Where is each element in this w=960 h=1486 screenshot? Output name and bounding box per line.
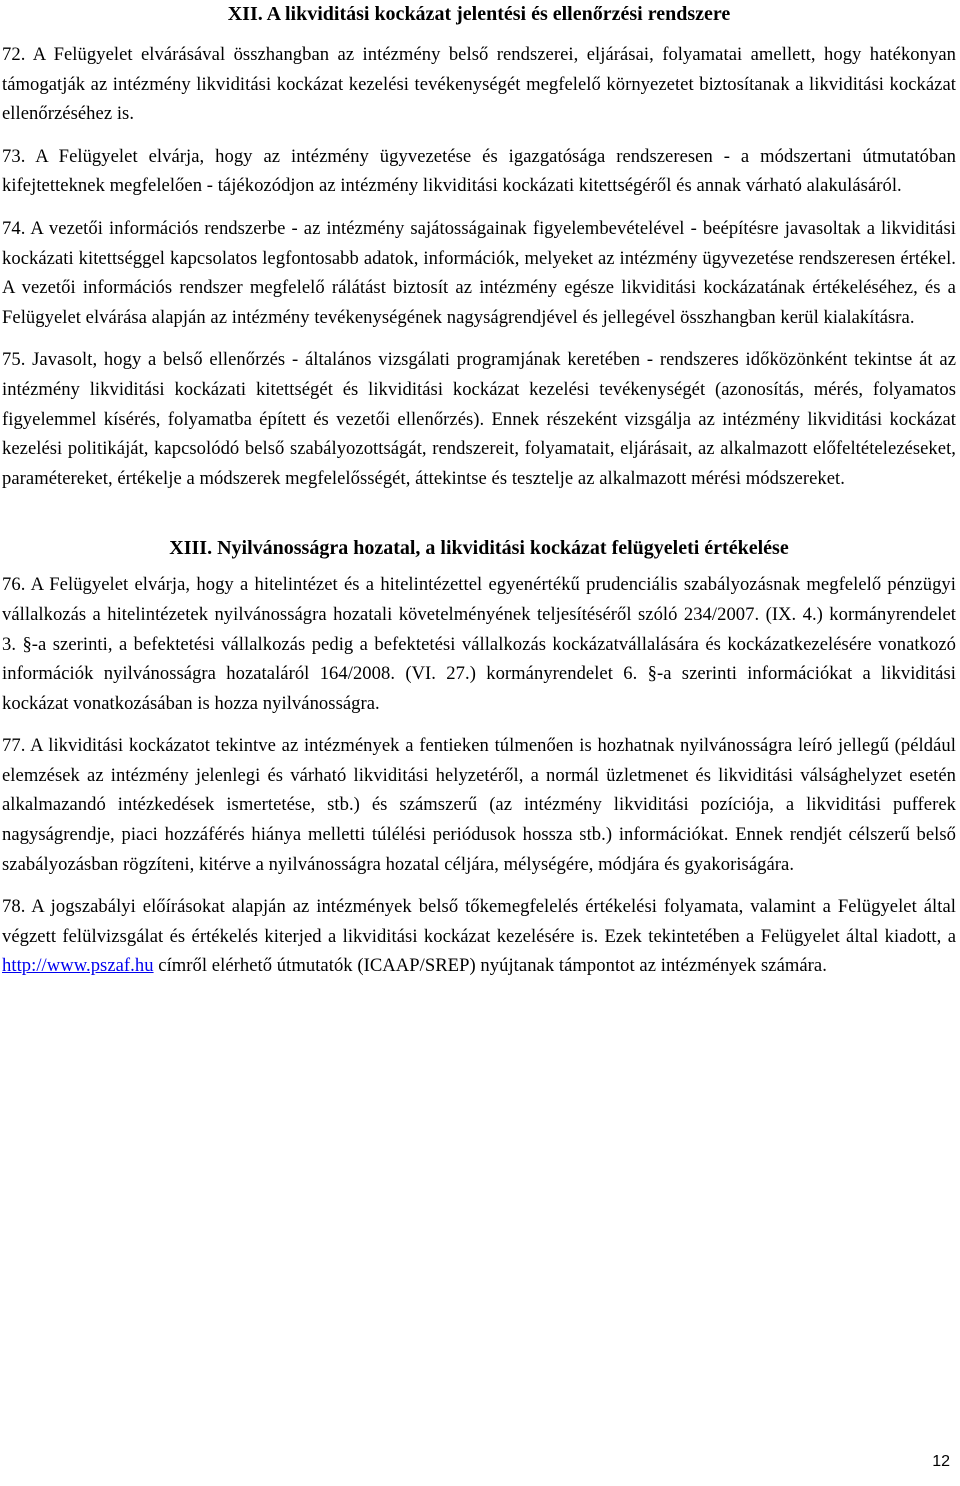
paragraph-78-text-before: 78. A jogszabályi előírásokat alapján az intézmények belső tőkemegfelelés értékelési folyamata, valamint a Felügyelet által végzett felülvizsgálat és értékelés kiterjed a likviditási kockázat kezelésére is. Ezek tekintetében a Felügyelet által kiadott, a bbox=[2, 896, 956, 947]
paragraph-76: 76. A Felügyelet elvárja, hogy a hitelintézet és a hitelintézettel egyenértékű prudenciális szabályozásnak megfelelő pénzügyi vállalkozás a hitelintézetek nyilvánosságra hozatali követelményének teljesítéséről szóló 234/2007. (IX. 4.) kormányrendelet 3. §-a szerinti, a befektetési vállalkozás pedig a befektetési vállalkozás kockázatvállalására és kockázatkezelésére vonatkozó információk nyilvánosságra hozataláról 164/2008. (VI. 27.) kormányrendelet 6. §-a szerinti információkat a likviditási kockázat vonatkozásában is hozza nyilvánosságra. bbox=[2, 574, 956, 714]
section-heading-xii: XII. A likviditási kockázat jelentési és ellenőrzési rendszere bbox=[227, 3, 731, 25]
paragraph-78-text-after: címről elérhető útmutatók (ICAAP/SREP) nyújtanak támpontot az intézmények számára. bbox=[153, 955, 827, 977]
paragraph-74: 74. A vezetői információs rendszerbe - az intézmény sajátosságainak figyelembevételével - beépítésre javasoltak a likviditási kockázati kitettséggel kapcsolatos legfontosabb adatok, információk, melyeket az intézmény ügyvezetése rendszeresen értékel. A vezetői információs rendszer megfelelő rálátást biztosít az intézmény egésze likviditási kockázatának értékeléséhez, és a Felügyelet elvárása alapján az intézmény tevékenységének nagyságrendjével és jellegével összhangban kerül kialakításra. bbox=[2, 217, 956, 328]
paragraph-73: 73. A Felügyelet elvárja, hogy az intézmény ügyvezetése és igazgatósága rendszeresen - a módszertani útmutatóban kifejtetteknek megfelelően - tájékozódjon az intézmény likviditási kockázati kitettségéről és annak várható alakulásáról. bbox=[2, 145, 956, 197]
section-heading-xiii: XIII. Nyilvánosságra hozatal, a likviditási kockázat felügyeleti értékelése bbox=[169, 537, 789, 560]
pszaf-link[interactable]: http://www.pszaf.hu bbox=[2, 955, 154, 977]
paragraph-72: 72. A Felügyelet elvárásával összhangban az intézmény belső rendszerei, eljárásai, folyamatai amellett, hogy hatékonyan támogatják az intézmény likviditási kockázat kezelési tevékenységét megfelelő környezetet biztosítanak a likviditási kockázat ellenőrzéséhez is. bbox=[2, 44, 956, 125]
page-number: 12 bbox=[932, 1453, 950, 1470]
paragraph-75: 75. Javasolt, hogy a belső ellenőrzés - általános vizsgálati programjának keretében - rendszeres időközönként tekintse át az intézmény likviditási kockázati kitettségét és likviditási kockázat kezelési tevékenységét (azonosítás, mérés, folyamatos figyelemmel kísérés, folyamatba épített és vezetői ellenőrzés). Ennek részeként vizsgálja az intézmény likviditási kockázat kezelési politikáját, kapcsolódó belső szabályozottságát, rendszereit, folyamatait, eljárásait, az alkalmazott előfeltételezéseket, paramétereket, értékelje a módszerek megfelelősségét, áttekintse és tesztelje az alkalmazott mérési módszereket. bbox=[2, 349, 956, 489]
paragraph-78 bbox=[2, 892, 956, 981]
paragraph-77: 77. A likviditási kockázatot tekintve az intézmények a fentieken túlmenően is hozhatnak nyilvánosságra leíró jellegű (például elemzések az intézmény jelenlegi és várható likviditási helyzetéről, a normál üzletmenet és likviditási válsághelyzet esetén alkalmazandó intézkedések ismertetése, stb.) és számszerű (az intézmény likviditási pozíciója, a likviditási pufferek nagyságrendje, piaci hozzáférés hiánya melletti túlélési periódusok hossza stb.) információkat. Ennek rendjét célszerű belső szabályozásban rögzíteni, kitérve a nyilvánosságra hozatal céljára, mélységére, módjára és gyakoriságára. bbox=[2, 735, 956, 875]
